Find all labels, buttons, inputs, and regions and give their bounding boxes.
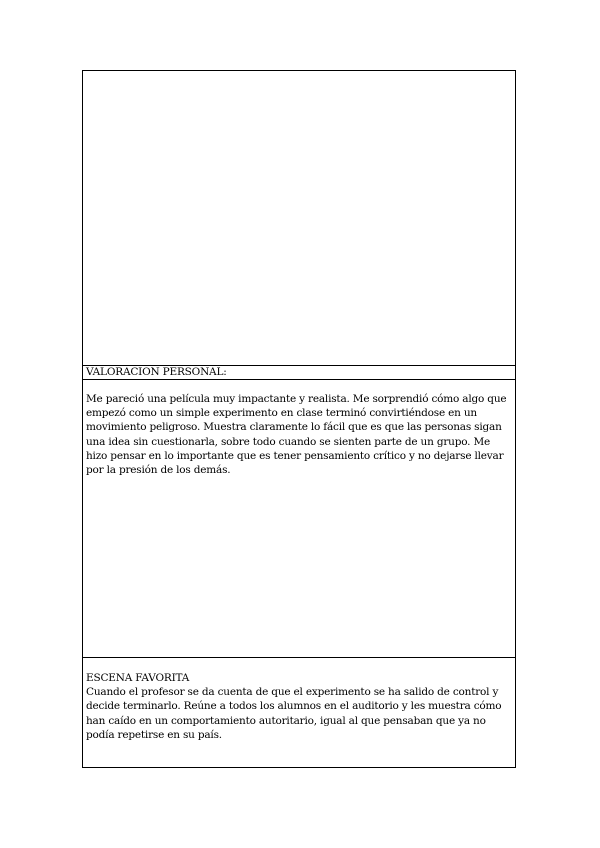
escena-label: ESCENA FAVORITA	[86, 672, 190, 684]
escena-text: Cuando el profesor se da cuenta de que el experimento se ha salido de control y decide terminarlo. Reúne a todos los alumnos en el auditorio y les muestra cómo han caído en un comportamiento autoritario, igual al que pensaban que ya no podía repetirse en su país.	[86, 686, 502, 741]
blank-image-area	[83, 71, 515, 366]
escena-section	[83, 659, 515, 767]
valoracion-section	[83, 380, 515, 658]
valoracion-text: Me pareció una película muy impactante y realista. Me sorprendió cómo algo que empezó como un simple experimento en clase terminó convirtiéndose en un movimiento peligroso. Muestra claramente lo fácil que es que las personas sigan una idea sin cuestionarla, sobre todo cuando se sienten parte de un grupo. Me hizo pensar en lo importante que es tener pensamiento crítico y no dejarse llevar por la presión de los demás.	[86, 393, 507, 477]
document-frame	[82, 70, 516, 768]
valoracion-label: VALORACION PERSONAL:	[83, 365, 515, 380]
